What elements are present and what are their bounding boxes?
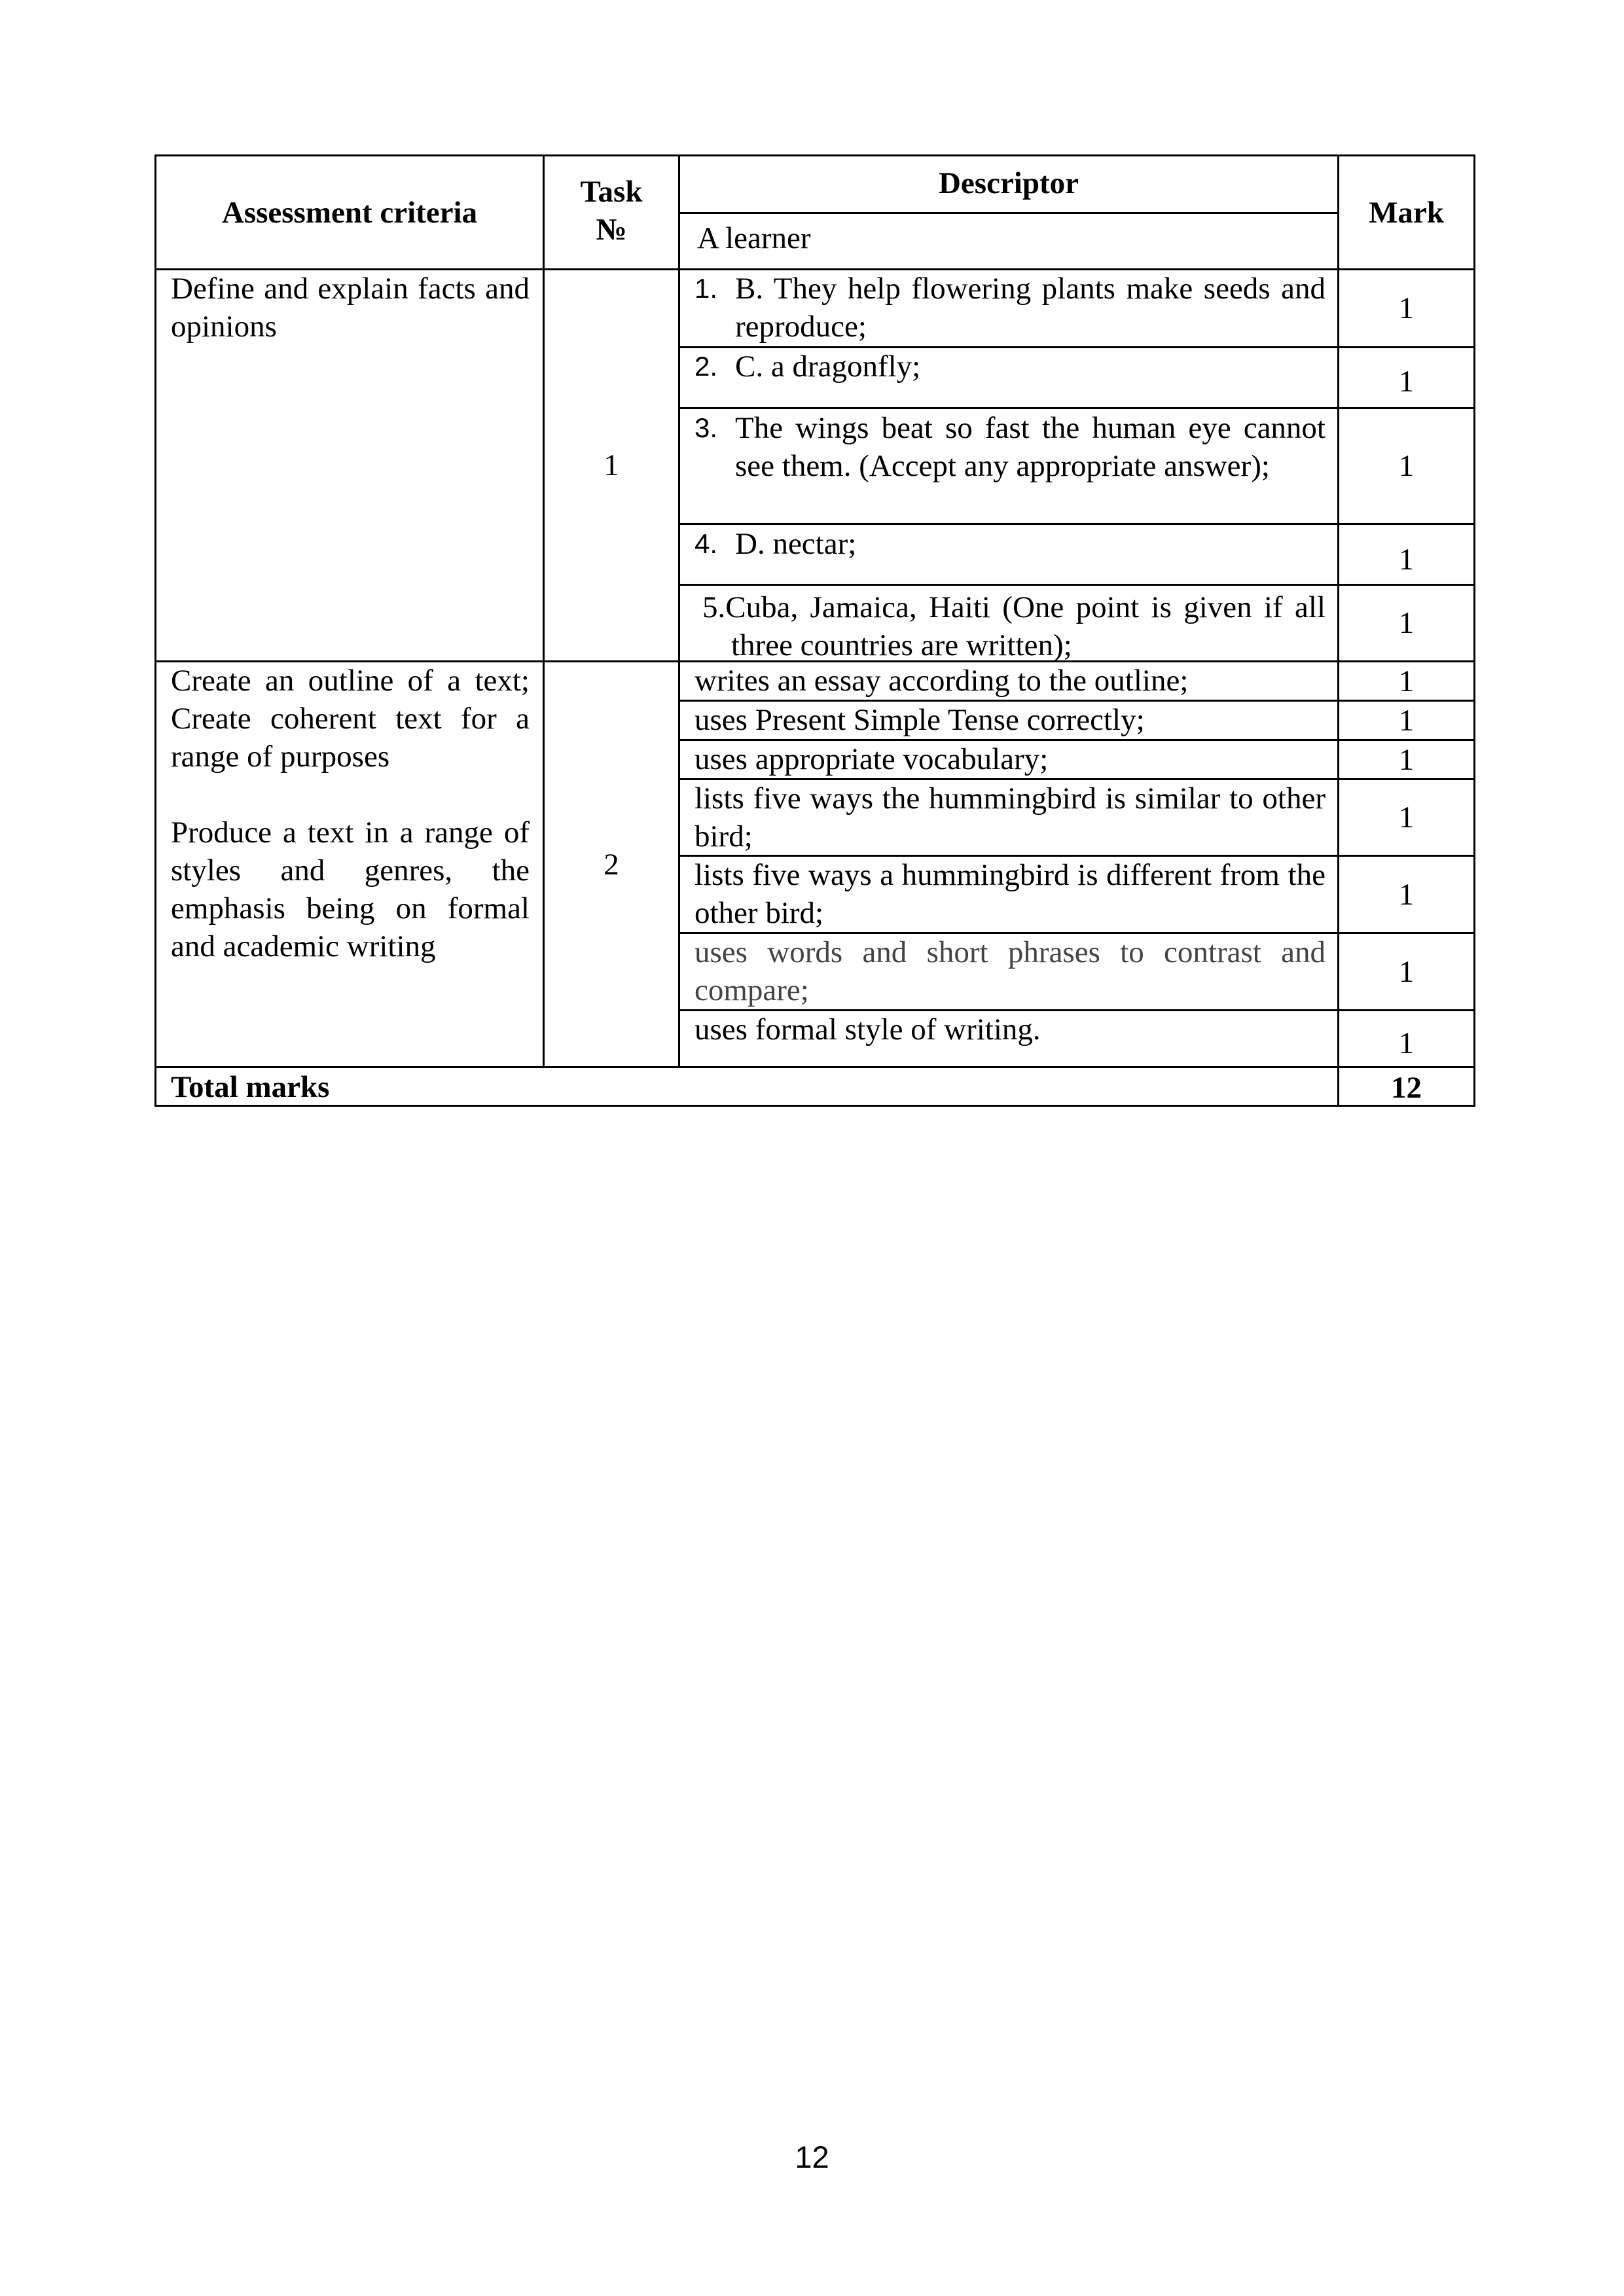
mark-value: 1 bbox=[1398, 1026, 1415, 1060]
mark-value: 1 bbox=[1398, 664, 1415, 698]
mark-value: 1 bbox=[1398, 877, 1415, 912]
criteria-outline-coherent: Create an outline of a text; Create coherent text for a range of purposes bbox=[171, 664, 530, 774]
mark-value: 1 bbox=[1398, 365, 1415, 399]
descriptor-text: lists five ways a hummingbird is different from the other bird; bbox=[695, 858, 1326, 930]
total-marks-value: 12 bbox=[1391, 1070, 1422, 1105]
item-number: 3. bbox=[695, 412, 718, 443]
descriptor-row bbox=[695, 409, 1326, 485]
criteria-styles-genres: Produce a text in a range of styles and genres, the emphasis being on formal and academic writing bbox=[171, 816, 530, 963]
descriptor-text: uses words and short phrases to contrast and compare; bbox=[695, 935, 1326, 1007]
descriptor-text: 5.Cuba, Jamaica, Haiti (One point is given if all three countries are written); bbox=[702, 590, 1326, 662]
mark-value: 1 bbox=[1398, 449, 1415, 483]
criteria-facts-opinions: Define and explain facts and opinions bbox=[171, 272, 530, 344]
descriptor-text: uses Present Simple Tense correctly; bbox=[695, 703, 1145, 737]
descriptor-text: D. nectar; bbox=[735, 527, 857, 561]
item-number: 1. bbox=[695, 273, 718, 304]
mark-value: 1 bbox=[1398, 742, 1415, 777]
header-mark: Mark bbox=[1369, 195, 1444, 230]
descriptor-text: uses appropriate vocabulary; bbox=[695, 742, 1049, 776]
header-task-number-sign: № bbox=[596, 213, 627, 247]
descriptor-text: C. a dragonfly; bbox=[735, 350, 921, 384]
mark-value: 1 bbox=[1398, 800, 1415, 834]
descriptor-row bbox=[695, 525, 1326, 563]
task-number-1: 1 bbox=[604, 448, 619, 482]
mark-value: 1 bbox=[1398, 291, 1415, 325]
header-criteria: Assessment criteria bbox=[221, 195, 478, 230]
mark-value: 1 bbox=[1398, 606, 1415, 640]
descriptor-text: lists five ways the hummingbird is similar to other bird; bbox=[695, 781, 1326, 853]
task-number-2: 2 bbox=[604, 847, 619, 882]
header-learner: A learner bbox=[697, 221, 811, 255]
mark-value: 1 bbox=[1398, 542, 1415, 577]
col-divider bbox=[678, 156, 680, 1066]
descriptor-divider bbox=[678, 212, 1337, 214]
descriptor-row bbox=[702, 588, 1326, 664]
descriptor-text: uses formal style of writing. bbox=[695, 1013, 1041, 1047]
descriptor-text: B. They help flowering plants make seeds and reproduce; bbox=[735, 272, 1326, 344]
header-task-label: Task bbox=[580, 175, 643, 209]
descriptor-row bbox=[695, 270, 1326, 346]
descriptor-row bbox=[695, 348, 1326, 386]
descriptor-text: writes an essay according to the outline; bbox=[695, 664, 1189, 698]
total-marks-label: Total marks bbox=[171, 1070, 330, 1104]
page-number: 12 bbox=[795, 2140, 829, 2174]
header-descriptor: Descriptor bbox=[938, 166, 1079, 200]
item-number: 4. bbox=[695, 528, 718, 559]
item-number: 2. bbox=[695, 351, 718, 382]
mark-value: 1 bbox=[1398, 954, 1415, 989]
descriptor-text: The wings beat so fast the human eye cannot see them. (Accept any appropriate answer); bbox=[735, 411, 1326, 483]
mark-value: 1 bbox=[1398, 703, 1415, 738]
assessment-table bbox=[154, 154, 1475, 1107]
header-task bbox=[545, 173, 678, 249]
